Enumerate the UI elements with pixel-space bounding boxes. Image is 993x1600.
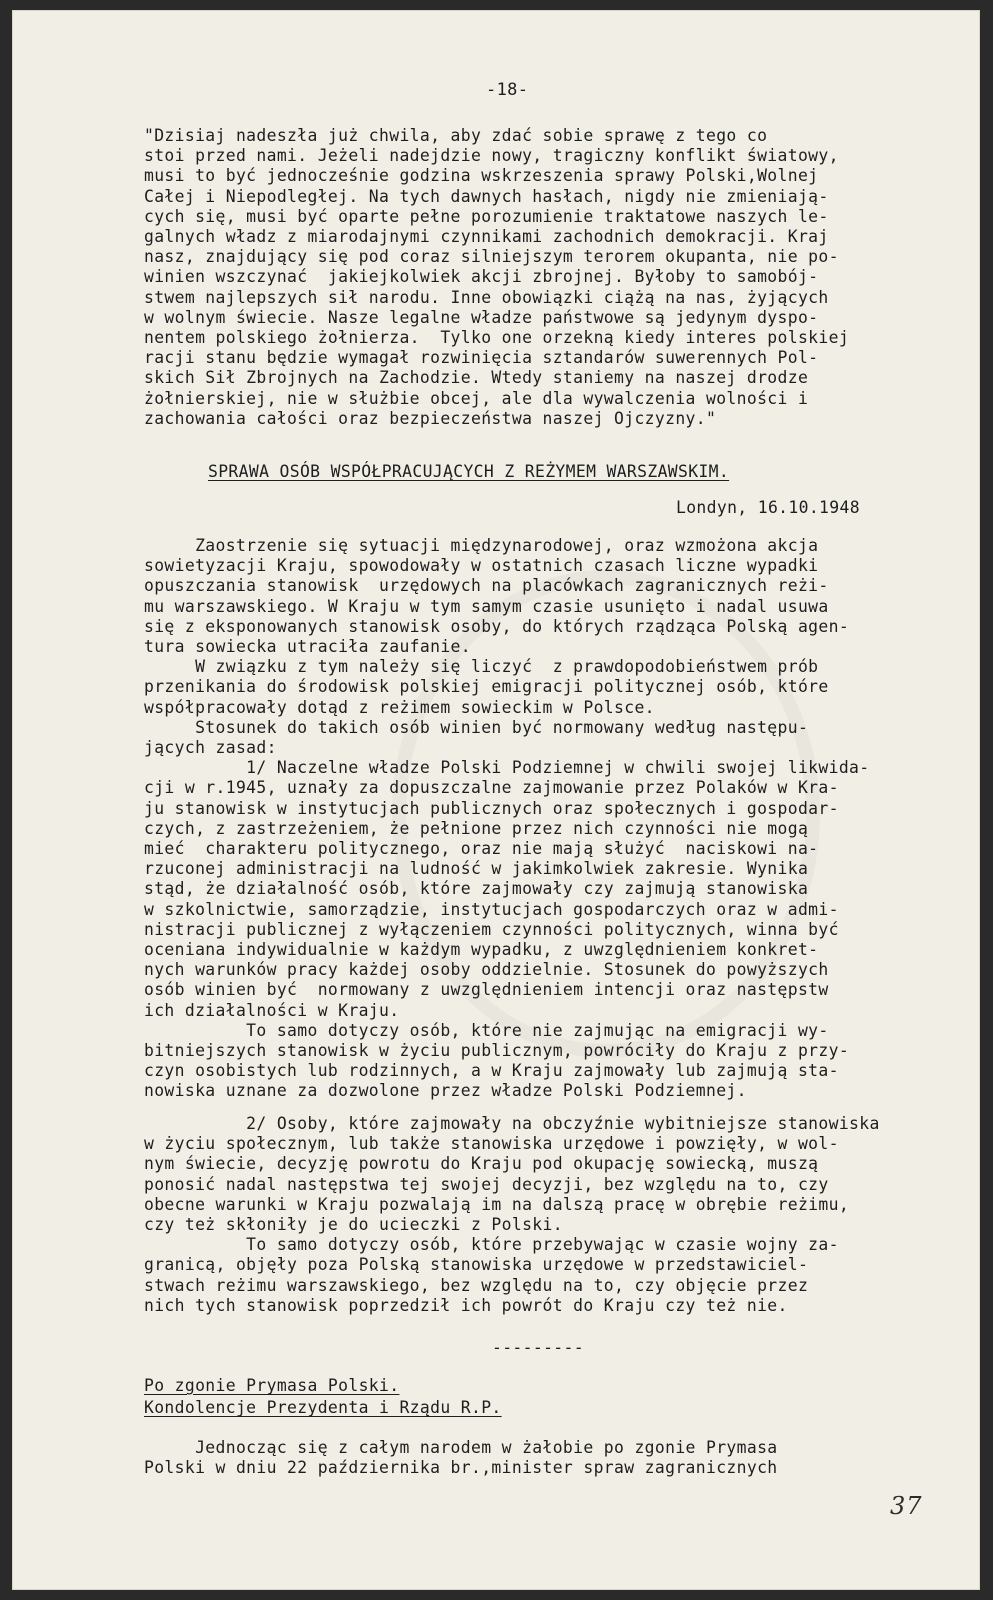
handwritten-folio-number: 37 [890,1492,923,1520]
body-main-text: Zaostrzenie się sytuacji międzynarodowej, oraz wzmożona akcja sowietyzacji Kraju, spowodowały w ostatnich czasach liczne wypadki opuszczania stanowisk urzędowych na placówkach zagranicznych reżi- mu warszawskiego. W Kraju w tym samym czasie usunięto i nadal usuwa się z eksponowanych stanowisk osoby, do których rządząca Polską agen- tura sowiecka utraciła zaufanie. W związku z tym należy się liczyć z prawdopodobieństwem prób przenikania do środowisk polskiej emigracji politycznej osób, które współpracowały dotąd z reżimem sowieckim w Polsce. Stosunek do takich osób winien być normowany według następu- jących zasad: 1/ Naczelne władze Polski Podziemnej w chwili swojej likwida- cji w r.1945, uznały za dopuszczalne zajmowanie przez Polaków w Kra- ju stanowisk w instytucjach publicznych oraz społecznych i gospodar- czych, z zastrzeżeniem, że pełnione przez nich czynności nie mogą mieć charakteru politycznego, oraz nie mają służyć naciskowi na- rzuconej administracji na ludność w jakimkolwiek zakresie. Wynika stąd, że działalność osób, które zajmowały czy zajmują stanowiska w szkolnictwie, samorządzie, instytucjach gospodarczych oraz w admi- nistracji publicznej z wyłączeniem czynności politycznych, winna być oceniana indywidualnie w każdym wypadku, z uwzględnieniem konkret- nych warunków pracy każdej osoby oddzielnie. Stosunek do powyższych osób winien być normowany z uwzględnieniem intencji oraz następstw ich działalności w Kraju. To samo dotyczy osób, które nie zajmując na emigracji wy- bitniejszych stanowisk w życiu publicznym, powróciły do Kraju z przy- czyn osobistych lub rodzinnych, a w Kraju zajmowały lub zajmują sta- nowiska uznane za dozwolone przez władze Polski Podziemnej. [144,536,870,1101]
second-section-subtitle: Kondolencje Prezydenta i Rządu R.P. [144,1398,502,1417]
section-heading: SPRAWA OSÓB WSPÓŁPRACUJĄCYCH Z REŻYMEM WARSZAWSKIM. [208,462,730,481]
intro-quote-paragraph: "Dzisiaj nadeszła już chwila, aby zdać sobie sprawę z tego co stoi przed nami. Jeżeli nadejdzie nowy, tragiczny konflikt światowy, musi to być jednocześnie godzina wskrzeszenia sprawy Polski,Wolnej Całej i Niepodległej. Na tych dawnych hasłach, nigdy nie zmieniają- cych się, musi być oparte pełne porozumienie traktatowe naszych le- galnych władz z miarodajnymi czynnikami zachodnich demokracji. Kraj nasz, znajdujący się pod coraz silniejszym terorem okupanta, nie po- winien wszczynać jakiejkolwiek akcji zbrojnej. Byłoby to samobój- stwem najlepszych sił narodu. Inne obowiązki ciążą na nas, żyjących w wolnym świecie. Nasze legalne władze państwowe są jedynym dyspo- nentem polskiego żołnierza. Tylko one orzekną kiedy interes polskiej racji stanu będzie wymagał rozwinięcia sztandarów suwerennych Pol- skich Sił Zbrojnych na Zachodzie. Wtedy staniemy na naszej drodze żołnierskiej, nie w służbie obcej, ale dla wywalczenia wolności i zachowania całości oraz bezpieczeństwa naszej Ojczyzny." [144,126,850,428]
second-section-title: Po zgonie Prymasa Polski. [144,1376,400,1395]
dateline: Londyn, 16.10.1948 [676,498,860,517]
separator-line: --------- [492,1338,584,1357]
document-sheet [12,10,980,1590]
closing-paragraph: Jednocząc się z całym narodem w żałobie po zgonie Prymasa Polski w dniu 22 października br.,minister spraw zagranicznych [144,1438,778,1478]
page-number: -18- [486,80,529,100]
body-point-2-text: 2/ Osoby, które zajmowały na obczyźnie wybitniejsze stanowiska w życiu społecznym, lub także stanowiska urzędowe i powzięły, w wol- nym świecie, decyzję powrotu do Kraju pod okupację sowiecką, muszą ponosić nadal następstwa tej swojej decyzji, bez względu na to, czy obecne warunki w Kraju pozwalają im na dalszą pracę w obrębie reżimu, czy też skłoniły je do ucieczki z Polski. To samo dotyczy osób, które przebywając w czasie wojny za- granicą, objęły poza Polską stanowiska urzędowe w przedstawiciel- stwach reżimu warszawskiego, bez względu na to, czy objęcie przez nich tych stanowisk poprzedził ich powrót do Kraju czy też nie. [144,1114,880,1315]
